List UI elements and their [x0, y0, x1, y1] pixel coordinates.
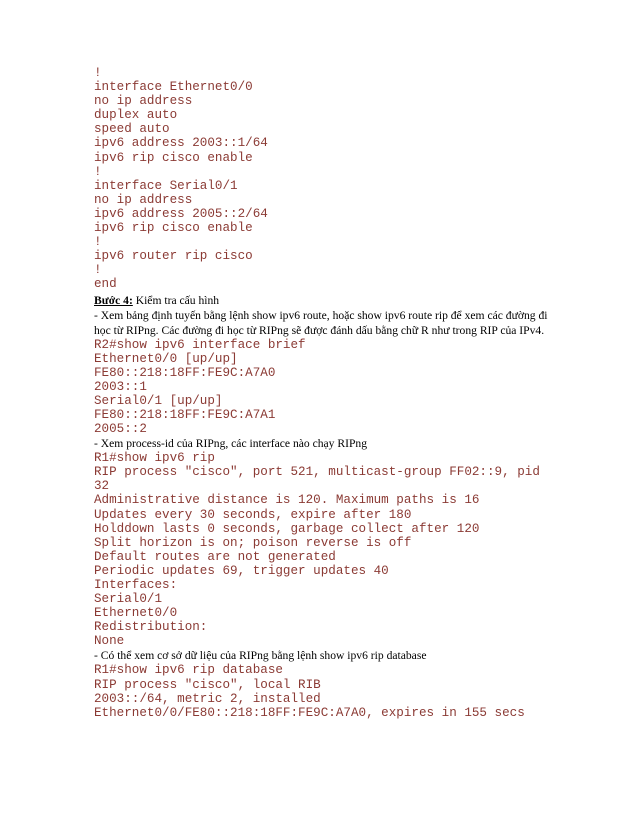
code-line: speed auto: [94, 122, 170, 137]
code-line: R1#show ipv6 rip: [94, 451, 215, 466]
code-line: interface Ethernet0/0: [94, 80, 253, 95]
show-ipv6-rip-output: [94, 451, 564, 648]
rip-database-output: [94, 663, 564, 719]
code-line: R2#show ipv6 interface brief: [94, 337, 306, 352]
step-4-label: Bước 4:: [94, 293, 133, 307]
code-line: Administrative distance is 120. Maximum paths is 16: [94, 493, 480, 508]
code-line: Interfaces:: [94, 578, 178, 592]
code-line: RIP process "cisco", port 521, multicast-group FF02::9, pid: [94, 465, 540, 480]
code-line: !: [94, 66, 102, 80]
code-line: Periodic updates 69, trigger updates 40: [94, 563, 389, 578]
router-config-block: [94, 66, 564, 292]
code-line: ipv6 address 2005::2/64: [94, 206, 268, 221]
code-line: Split horizon is on; poison reverse is off: [94, 535, 412, 550]
code-line: ipv6 router rip cisco: [94, 249, 253, 264]
code-line: ipv6 address 2003::1/64: [94, 136, 268, 151]
code-line: Ethernet0/0/FE80::218:18FF:FE9C:A7A0, expires in 155 secs: [94, 705, 525, 720]
step-4-heading: [94, 293, 564, 308]
code-line: interface Serial0/1: [94, 178, 238, 193]
code-line: 32: [94, 479, 110, 494]
code-line: duplex auto: [94, 108, 178, 123]
code-line: Ethernet0/0: [94, 606, 178, 621]
code-line: ipv6 rip cisco enable: [94, 150, 253, 165]
code-line: 2003::/64, metric 2, installed: [94, 691, 321, 706]
code-line: Serial0/1: [94, 592, 163, 607]
code-line: R1#show ipv6 rip database: [94, 663, 283, 678]
code-line: Serial0/1 [up/up]: [94, 393, 223, 408]
code-line: FE80::218:18FF:FE9C:A7A1: [94, 407, 276, 422]
code-line: FE80::218:18FF:FE9C:A7A0: [94, 365, 276, 380]
interface-brief-output: [94, 338, 564, 437]
code-line: None: [94, 634, 125, 649]
code-line: 2003::1: [94, 379, 147, 394]
page-content: [94, 66, 564, 720]
note-routes: - Xem bảng định tuyến bằng lệnh show ipv6 route, hoặc show ipv6 route rip để xem các đường đi học từ RIPng. Các đường đi học từ RIPng sẽ được đánh dấu bằng chữ R như trong RIP của IPv4.: [94, 308, 548, 337]
code-line: RIP process "cisco", local RIB: [94, 677, 321, 692]
code-line: end: [94, 277, 117, 292]
code-line: ipv6 rip cisco enable: [94, 221, 253, 236]
note-database: - Có thể xem cơ sở dữ liệu của RIPng bằng lệnh show ipv6 rip database: [94, 649, 427, 663]
code-line: Default routes are not generated: [94, 549, 336, 564]
code-line: !: [94, 263, 102, 278]
code-line: no ip address: [94, 192, 193, 207]
code-line: !: [94, 235, 102, 250]
code-line: Holddown lasts 0 seconds, garbage collect after 120: [94, 521, 480, 536]
code-line: Ethernet0/0 [up/up]: [94, 351, 238, 366]
code-line: Redistribution:: [94, 620, 208, 635]
code-line: 2005::2: [94, 422, 147, 437]
note-process: - Xem process-id của RIPng, các interface nào chạy RIPng: [94, 437, 367, 451]
code-line: Updates every 30 seconds, expire after 180: [94, 507, 412, 522]
code-line: !: [94, 164, 102, 179]
step-4-title: Kiểm tra cấu hình: [132, 293, 220, 307]
code-line: no ip address: [94, 94, 193, 109]
